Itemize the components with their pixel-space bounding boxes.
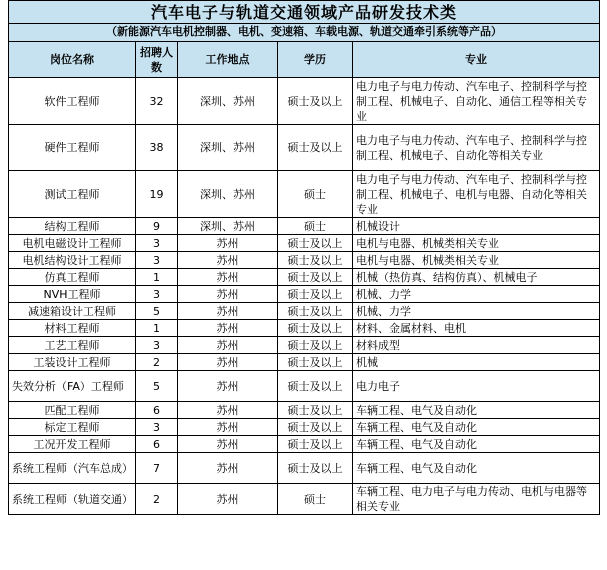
cell-location: 苏州	[178, 269, 278, 286]
cell-location: 苏州	[178, 286, 278, 303]
cell-count: 19	[136, 171, 178, 218]
column-header-location: 工作地点	[178, 42, 278, 78]
cell-degree: 硕士及以上	[278, 419, 353, 436]
table-row	[9, 354, 600, 371]
cell-degree: 硕士及以上	[278, 252, 353, 269]
table-row	[9, 320, 600, 337]
table-subtitle: （新能源汽车电机控制器、电机、变速箱、车载电源、轨道交通牵引系统等产品）	[9, 24, 600, 42]
cell-location: 苏州	[178, 337, 278, 354]
cell-degree: 硕士及以上	[278, 453, 353, 484]
cell-count: 9	[136, 218, 178, 235]
cell-degree: 硕士及以上	[278, 78, 353, 125]
cell-major: 电机与电器、机械类相关专业	[353, 235, 600, 252]
cell-position: 测试工程师	[9, 171, 136, 218]
cell-position: 工装设计工程师	[9, 354, 136, 371]
cell-location: 苏州	[178, 354, 278, 371]
column-header-degree: 学历	[278, 42, 353, 78]
cell-location: 苏州	[178, 436, 278, 453]
cell-count: 6	[136, 402, 178, 419]
cell-count: 5	[136, 371, 178, 402]
cell-position: 系统工程师（轨道交通）	[9, 484, 136, 515]
column-header-count: 招聘人数	[136, 42, 178, 78]
cell-count: 3	[136, 286, 178, 303]
cell-location: 苏州	[178, 484, 278, 515]
cell-degree: 硕士及以上	[278, 235, 353, 252]
next-section-title-cutoff	[8, 563, 599, 570]
cell-degree: 硕士	[278, 484, 353, 515]
cell-degree: 硕士及以上	[278, 320, 353, 337]
column-header-major: 专业	[353, 42, 600, 78]
cell-position: 工况开发工程师	[9, 436, 136, 453]
cell-position: 减速箱设计工程师	[9, 303, 136, 320]
cell-count: 5	[136, 303, 178, 320]
table-row	[9, 235, 600, 252]
table-row	[9, 269, 600, 286]
cell-position: 硬件工程师	[9, 125, 136, 171]
cell-position: 软件工程师	[9, 78, 136, 125]
cell-count: 2	[136, 354, 178, 371]
table-row	[9, 484, 600, 515]
cell-count: 6	[136, 436, 178, 453]
table-row	[9, 218, 600, 235]
cell-position: 系统工程师（汽车总成）	[9, 453, 136, 484]
table-title: 汽车电子与轨道交通领域产品研发技术类	[9, 1, 600, 24]
cell-position: NVH工程师	[9, 286, 136, 303]
cell-major: 机械、力学	[353, 286, 600, 303]
cell-position: 电机电磁设计工程师	[9, 235, 136, 252]
cell-location: 苏州	[178, 419, 278, 436]
cell-degree: 硕士及以上	[278, 371, 353, 402]
cell-count: 7	[136, 453, 178, 484]
cell-count: 32	[136, 78, 178, 125]
cell-degree: 硕士及以上	[278, 303, 353, 320]
cell-count: 3	[136, 252, 178, 269]
cell-major: 车辆工程、电气及自动化	[353, 402, 600, 419]
cell-major: 材料成型	[353, 337, 600, 354]
table-row	[9, 303, 600, 320]
job-table	[8, 0, 600, 515]
table-row	[9, 78, 600, 125]
table-row	[9, 171, 600, 218]
cell-position: 电机结构设计工程师	[9, 252, 136, 269]
cell-location: 苏州	[178, 235, 278, 252]
cell-degree: 硕士及以上	[278, 402, 353, 419]
cell-degree: 硕士及以上	[278, 286, 353, 303]
cell-major: 机械、力学	[353, 303, 600, 320]
cell-major: 电力电子与电力传动、汽车电子、控制科学与控制工程、机械电子、电机与电器、自动化等相关专业	[353, 171, 600, 218]
table-row	[9, 371, 600, 402]
cell-count: 3	[136, 337, 178, 354]
cell-location: 苏州	[178, 252, 278, 269]
cell-major: 电力电子	[353, 371, 600, 402]
table-row	[9, 286, 600, 303]
table-row	[9, 436, 600, 453]
cell-count: 3	[136, 235, 178, 252]
cell-degree: 硕士	[278, 218, 353, 235]
table-row	[9, 419, 600, 436]
job-table-sheet	[8, 0, 599, 515]
cell-degree: 硕士及以上	[278, 436, 353, 453]
cell-location: 苏州	[178, 453, 278, 484]
cell-major: 电机与电器、机械类相关专业	[353, 252, 600, 269]
cell-major: 机械设计	[353, 218, 600, 235]
cell-location: 苏州	[178, 371, 278, 402]
cell-location: 苏州	[178, 320, 278, 337]
cell-degree: 硕士及以上	[278, 354, 353, 371]
cell-position: 标定工程师	[9, 419, 136, 436]
cell-major: 车辆工程、电气及自动化	[353, 436, 600, 453]
cell-major: 机械	[353, 354, 600, 371]
cell-count: 1	[136, 320, 178, 337]
table-row	[9, 337, 600, 354]
cell-position: 结构工程师	[9, 218, 136, 235]
cell-degree: 硕士及以上	[278, 125, 353, 171]
table-row	[9, 453, 600, 484]
cell-count: 3	[136, 419, 178, 436]
cell-location: 苏州	[178, 402, 278, 419]
table-row	[9, 252, 600, 269]
cell-location: 苏州	[178, 303, 278, 320]
cell-location: 深圳、苏州	[178, 171, 278, 218]
cell-location: 深圳、苏州	[178, 125, 278, 171]
cell-major: 车辆工程、电气及自动化	[353, 419, 600, 436]
cell-count: 2	[136, 484, 178, 515]
cell-position: 工艺工程师	[9, 337, 136, 354]
cell-position: 匹配工程师	[9, 402, 136, 419]
cell-major: 材料、金属材料、电机	[353, 320, 600, 337]
cell-position: 失效分析（FA）工程师	[9, 371, 136, 402]
table-row	[9, 402, 600, 419]
cell-location: 深圳、苏州	[178, 78, 278, 125]
cell-position: 仿真工程师	[9, 269, 136, 286]
cell-count: 38	[136, 125, 178, 171]
table-row	[9, 125, 600, 171]
cell-major: 电力电子与电力传动、汽车电子、控制科学与控制工程、机械电子、自动化、通信工程等相关专业	[353, 78, 600, 125]
cell-location: 深圳、苏州	[178, 218, 278, 235]
cell-degree: 硕士及以上	[278, 269, 353, 286]
cell-degree: 硕士	[278, 171, 353, 218]
column-header-position: 岗位名称	[9, 42, 136, 78]
cell-major: 机械（热仿真、结构仿真）、机械电子	[353, 269, 600, 286]
cell-major: 车辆工程、电力电子与电力传动、电机与电器等相关专业	[353, 484, 600, 515]
cell-position: 材料工程师	[9, 320, 136, 337]
cell-major: 电力电子与电力传动、汽车电子、控制科学与控制工程、机械电子、自动化等相关专业	[353, 125, 600, 171]
cell-major: 车辆工程、电气及自动化	[353, 453, 600, 484]
cell-count: 1	[136, 269, 178, 286]
cell-degree: 硕士及以上	[278, 337, 353, 354]
